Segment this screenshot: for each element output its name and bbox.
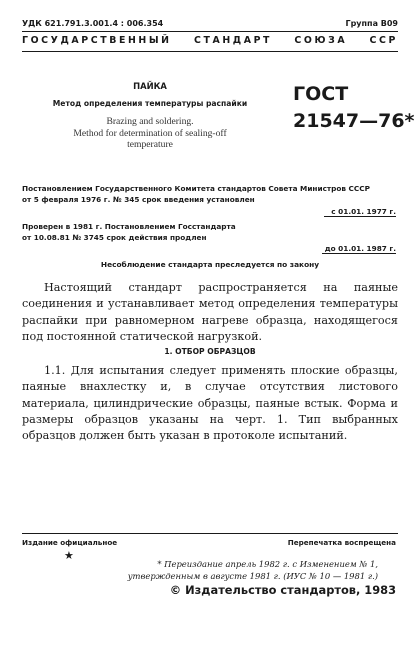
reprint-prohibited: Перепечатка воспрещена [287, 538, 396, 547]
gost-label: ГОСТ [293, 83, 349, 105]
date-introduced-underline [324, 216, 396, 217]
intro-block [22, 280, 398, 345]
date-valid: до 01.01. 1987 г. [324, 244, 396, 253]
publisher-copyright: © Издательство стандартов, 1983 [169, 583, 396, 597]
english-title-line3: temperature [127, 139, 173, 151]
legal-warning: Несоблюдение стандарта преследуется по закону [100, 260, 320, 269]
english-title-line2: Method for determination of sealing-off [73, 127, 227, 139]
standard-banner: ГОСУДАРСТВЕННЫЙ СТАНДАРТ СОЮЗА ССР [22, 35, 398, 46]
section-block [22, 363, 398, 444]
date-valid-underline [322, 253, 396, 254]
document-subtitle: Метод определения температуры распайки [52, 99, 248, 108]
intro-paragraph: Настоящий стандарт распространяется на паяные соединения и устанавливает метод определения температуры распайки при равномерном нагреве образца, находящегося под постоянной статической нагрузкой. [22, 281, 398, 343]
reissue-note-line2: утвержденным в августе 1981 г. (ИУС № 10 — 1981 г.) [127, 570, 378, 581]
english-title [22, 116, 278, 151]
gost-number: 21547—76* [293, 110, 415, 132]
section-paragraph: 1.1. Для испытания следует применять плоские образцы, паяные внахлестку и, в случае отсутствия листового материала, цилиндрические образцы, паяные встык. Форма и размеры образцов указаны на черт. 1. Тип выбранных образцов должен быть указан в протоколе испытаний. [22, 364, 398, 443]
reissue-note [22, 559, 378, 582]
reissue-note-line1: * Переиздание апрель 1982 г. с Изменением № 1, [157, 559, 378, 569]
decree-line-2: от 5 февраля 1976 г. № 345 срок введения установлен [22, 195, 255, 204]
checked-line-1: Проверен в 1981 г. Постановлением Госстандарта [22, 222, 236, 231]
checked-line-2: от 10.08.81 № 3745 срок действия продлен [22, 233, 207, 242]
udk-code: УДК 621.791.3.001.4 : 006.354 [22, 19, 164, 28]
english-title-line1: Brazing and soldering. [106, 116, 194, 127]
header-rule-top [22, 31, 398, 32]
date-introduced: с 01.01. 1977 г. [331, 207, 396, 216]
section-heading: 1. ОТБОР ОБРАЗЦОВ [164, 347, 256, 356]
document-title: ПАЙКА [133, 81, 167, 91]
official-edition: Издание официальное [22, 538, 118, 547]
group-code: Группа В09 [345, 19, 398, 28]
footer-rule [22, 533, 398, 534]
decree-line-1: Постановлением Государственного Комитета стандартов Совета Министров СССР [22, 184, 370, 193]
header-rule-bottom [22, 51, 398, 52]
star-icon: ★ [64, 549, 74, 562]
